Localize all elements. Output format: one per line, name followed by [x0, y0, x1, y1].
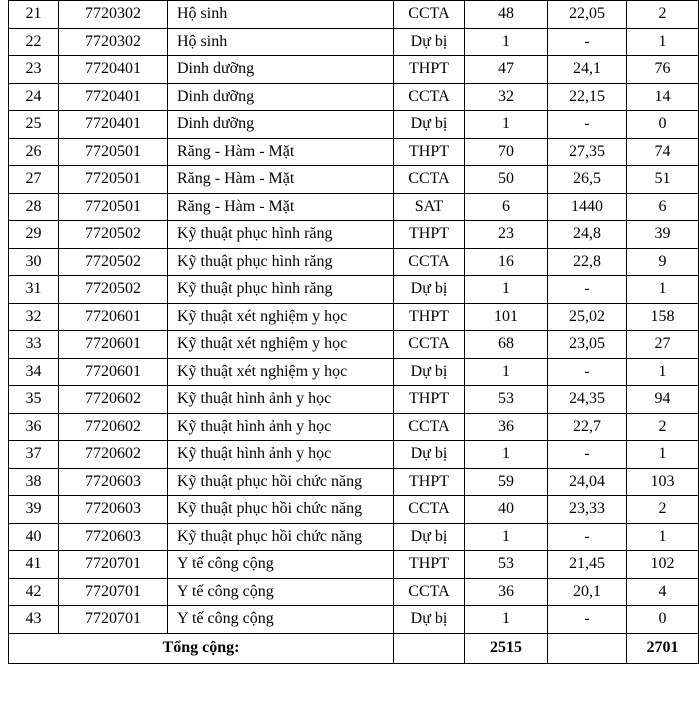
table-row	[9, 468, 699, 496]
admitted-count: 9	[627, 248, 699, 276]
table-body	[9, 1, 699, 664]
total-score-empty	[548, 633, 627, 663]
total-row	[9, 633, 699, 663]
table-row	[9, 358, 699, 386]
table-row	[9, 166, 699, 194]
quota: 1	[465, 523, 548, 551]
major-name: Kỹ thuật hình ảnh y học	[168, 441, 394, 469]
quota: 36	[465, 413, 548, 441]
major-name: Dinh dưỡng	[168, 111, 394, 139]
admission-method: THPT	[394, 386, 465, 414]
row-index: 24	[9, 83, 59, 111]
admitted-count: 1	[627, 441, 699, 469]
admitted-count: 76	[627, 56, 699, 84]
row-index: 41	[9, 551, 59, 579]
quota: 36	[465, 578, 548, 606]
row-index: 28	[9, 193, 59, 221]
cutoff-score: 23,05	[548, 331, 627, 359]
row-index: 25	[9, 111, 59, 139]
admission-method: SAT	[394, 193, 465, 221]
admission-method: THPT	[394, 56, 465, 84]
cutoff-score: 24,1	[548, 56, 627, 84]
major-name: Kỹ thuật hình ảnh y học	[168, 413, 394, 441]
major-name: Y tế công cộng	[168, 578, 394, 606]
cutoff-score: 22,05	[548, 1, 627, 29]
row-index: 35	[9, 386, 59, 414]
quota: 53	[465, 386, 548, 414]
cutoff-score: 25,02	[548, 303, 627, 331]
admission-method: Dự bị	[394, 358, 465, 386]
major-name: Răng - Hàm - Mặt	[168, 138, 394, 166]
row-index: 37	[9, 441, 59, 469]
major-name: Kỹ thuật phục hình răng	[168, 276, 394, 304]
row-index: 38	[9, 468, 59, 496]
cutoff-score: 26,5	[548, 166, 627, 194]
major-code: 7720502	[59, 248, 168, 276]
cutoff-score: -	[548, 523, 627, 551]
total-method-empty	[394, 633, 465, 663]
admitted-count: 1	[627, 276, 699, 304]
table-row	[9, 606, 699, 634]
quota: 16	[465, 248, 548, 276]
major-code: 7720501	[59, 166, 168, 194]
admission-method: THPT	[394, 551, 465, 579]
admitted-count: 102	[627, 551, 699, 579]
major-code: 7720601	[59, 303, 168, 331]
table-row	[9, 496, 699, 524]
major-code: 7720501	[59, 138, 168, 166]
total-quota: 2515	[465, 633, 548, 663]
admitted-count: 103	[627, 468, 699, 496]
row-index: 27	[9, 166, 59, 194]
admission-method: Dự bị	[394, 606, 465, 634]
admission-method: THPT	[394, 138, 465, 166]
table-row	[9, 523, 699, 551]
table-row	[9, 386, 699, 414]
major-code: 7720401	[59, 56, 168, 84]
admitted-count: 2	[627, 496, 699, 524]
major-name: Răng - Hàm - Mặt	[168, 193, 394, 221]
cutoff-score: 22,8	[548, 248, 627, 276]
major-code: 7720601	[59, 331, 168, 359]
cutoff-score: 1440	[548, 193, 627, 221]
major-code: 7720601	[59, 358, 168, 386]
major-name: Kỹ thuật phục hình răng	[168, 221, 394, 249]
major-code: 7720602	[59, 413, 168, 441]
major-name: Kỹ thuật xét nghiệm y học	[168, 303, 394, 331]
major-name: Hộ sinh	[168, 1, 394, 29]
admission-method: CCTA	[394, 83, 465, 111]
cutoff-score: 21,45	[548, 551, 627, 579]
table-row	[9, 276, 699, 304]
admission-method: THPT	[394, 303, 465, 331]
major-name: Dinh dưỡng	[168, 56, 394, 84]
quota: 53	[465, 551, 548, 579]
table-row	[9, 248, 699, 276]
major-name: Kỹ thuật phục hồi chức năng	[168, 496, 394, 524]
table-row	[9, 138, 699, 166]
admitted-count: 4	[627, 578, 699, 606]
major-name: Y tế công cộng	[168, 606, 394, 634]
quota: 1	[465, 111, 548, 139]
admitted-count: 1	[627, 523, 699, 551]
row-index: 23	[9, 56, 59, 84]
cutoff-score: 22,15	[548, 83, 627, 111]
admission-method: THPT	[394, 468, 465, 496]
row-index: 42	[9, 578, 59, 606]
table-row	[9, 303, 699, 331]
major-code: 7720602	[59, 386, 168, 414]
admitted-count: 2	[627, 1, 699, 29]
cutoff-score: 24,35	[548, 386, 627, 414]
table-row	[9, 578, 699, 606]
quota: 59	[465, 468, 548, 496]
table-row	[9, 56, 699, 84]
admitted-count: 0	[627, 111, 699, 139]
admitted-count: 94	[627, 386, 699, 414]
major-name: Kỹ thuật phục hồi chức năng	[168, 523, 394, 551]
row-index: 34	[9, 358, 59, 386]
row-index: 31	[9, 276, 59, 304]
admitted-count: 158	[627, 303, 699, 331]
cutoff-score: 24,04	[548, 468, 627, 496]
quota: 1	[465, 441, 548, 469]
admissions-table	[8, 0, 699, 664]
major-name: Y tế công cộng	[168, 551, 394, 579]
admission-method: Dự bị	[394, 28, 465, 56]
major-code: 7720701	[59, 551, 168, 579]
quota: 70	[465, 138, 548, 166]
quota: 40	[465, 496, 548, 524]
major-code: 7720401	[59, 111, 168, 139]
major-code: 7720603	[59, 468, 168, 496]
table-row	[9, 83, 699, 111]
row-index: 22	[9, 28, 59, 56]
admission-method: CCTA	[394, 496, 465, 524]
table-row	[9, 111, 699, 139]
cutoff-score: -	[548, 358, 627, 386]
quota: 101	[465, 303, 548, 331]
row-index: 26	[9, 138, 59, 166]
cutoff-score: -	[548, 606, 627, 634]
cutoff-score: 20,1	[548, 578, 627, 606]
table-row	[9, 221, 699, 249]
row-index: 30	[9, 248, 59, 276]
major-code: 7720502	[59, 221, 168, 249]
major-name: Dinh dưỡng	[168, 83, 394, 111]
quota: 6	[465, 193, 548, 221]
quota: 48	[465, 1, 548, 29]
table-row	[9, 441, 699, 469]
major-name: Răng - Hàm - Mặt	[168, 166, 394, 194]
major-name: Kỹ thuật phục hình răng	[168, 248, 394, 276]
row-index: 21	[9, 1, 59, 29]
major-name: Kỹ thuật hình ảnh y học	[168, 386, 394, 414]
table-row	[9, 193, 699, 221]
major-name: Kỹ thuật xét nghiệm y học	[168, 358, 394, 386]
quota: 23	[465, 221, 548, 249]
major-code: 7720701	[59, 578, 168, 606]
admission-method: CCTA	[394, 413, 465, 441]
total-label: Tổng cộng:	[9, 633, 394, 663]
major-name: Kỹ thuật phục hồi chức năng	[168, 468, 394, 496]
cutoff-score: 24,8	[548, 221, 627, 249]
major-code: 7720602	[59, 441, 168, 469]
quota: 1	[465, 276, 548, 304]
quota: 32	[465, 83, 548, 111]
major-code: 7720603	[59, 496, 168, 524]
major-code: 7720302	[59, 1, 168, 29]
table-row	[9, 1, 699, 29]
admission-method: CCTA	[394, 331, 465, 359]
quota: 1	[465, 606, 548, 634]
admission-method: THPT	[394, 221, 465, 249]
admission-method: CCTA	[394, 1, 465, 29]
table-row	[9, 331, 699, 359]
admitted-count: 74	[627, 138, 699, 166]
admitted-count: 14	[627, 83, 699, 111]
cutoff-score: -	[548, 441, 627, 469]
admitted-count: 51	[627, 166, 699, 194]
table-row	[9, 413, 699, 441]
quota: 47	[465, 56, 548, 84]
cutoff-score: 27,35	[548, 138, 627, 166]
admitted-count: 39	[627, 221, 699, 249]
admitted-count: 0	[627, 606, 699, 634]
quota: 1	[465, 28, 548, 56]
admission-method: Dự bị	[394, 441, 465, 469]
admission-method: Dự bị	[394, 111, 465, 139]
major-code: 7720502	[59, 276, 168, 304]
major-code: 7720302	[59, 28, 168, 56]
major-code: 7720501	[59, 193, 168, 221]
cutoff-score: 23,33	[548, 496, 627, 524]
admission-method: CCTA	[394, 248, 465, 276]
row-index: 32	[9, 303, 59, 331]
cutoff-score: -	[548, 111, 627, 139]
quota: 1	[465, 358, 548, 386]
admitted-count: 1	[627, 358, 699, 386]
major-code: 7720401	[59, 83, 168, 111]
admission-method: Dự bị	[394, 523, 465, 551]
admitted-count: 2	[627, 413, 699, 441]
admission-method: Dự bị	[394, 276, 465, 304]
admitted-count: 1	[627, 28, 699, 56]
admission-method: CCTA	[394, 578, 465, 606]
cutoff-score: -	[548, 276, 627, 304]
major-name: Kỹ thuật xét nghiệm y học	[168, 331, 394, 359]
row-index: 43	[9, 606, 59, 634]
row-index: 39	[9, 496, 59, 524]
total-admitted: 2701	[627, 633, 699, 663]
row-index: 40	[9, 523, 59, 551]
admitted-count: 6	[627, 193, 699, 221]
table-row	[9, 28, 699, 56]
row-index: 29	[9, 221, 59, 249]
major-code: 7720701	[59, 606, 168, 634]
row-index: 33	[9, 331, 59, 359]
row-index: 36	[9, 413, 59, 441]
quota: 50	[465, 166, 548, 194]
cutoff-score: 22,7	[548, 413, 627, 441]
admitted-count: 27	[627, 331, 699, 359]
major-name: Hộ sinh	[168, 28, 394, 56]
cutoff-score: -	[548, 28, 627, 56]
quota: 68	[465, 331, 548, 359]
admission-method: CCTA	[394, 166, 465, 194]
table-row	[9, 551, 699, 579]
major-code: 7720603	[59, 523, 168, 551]
